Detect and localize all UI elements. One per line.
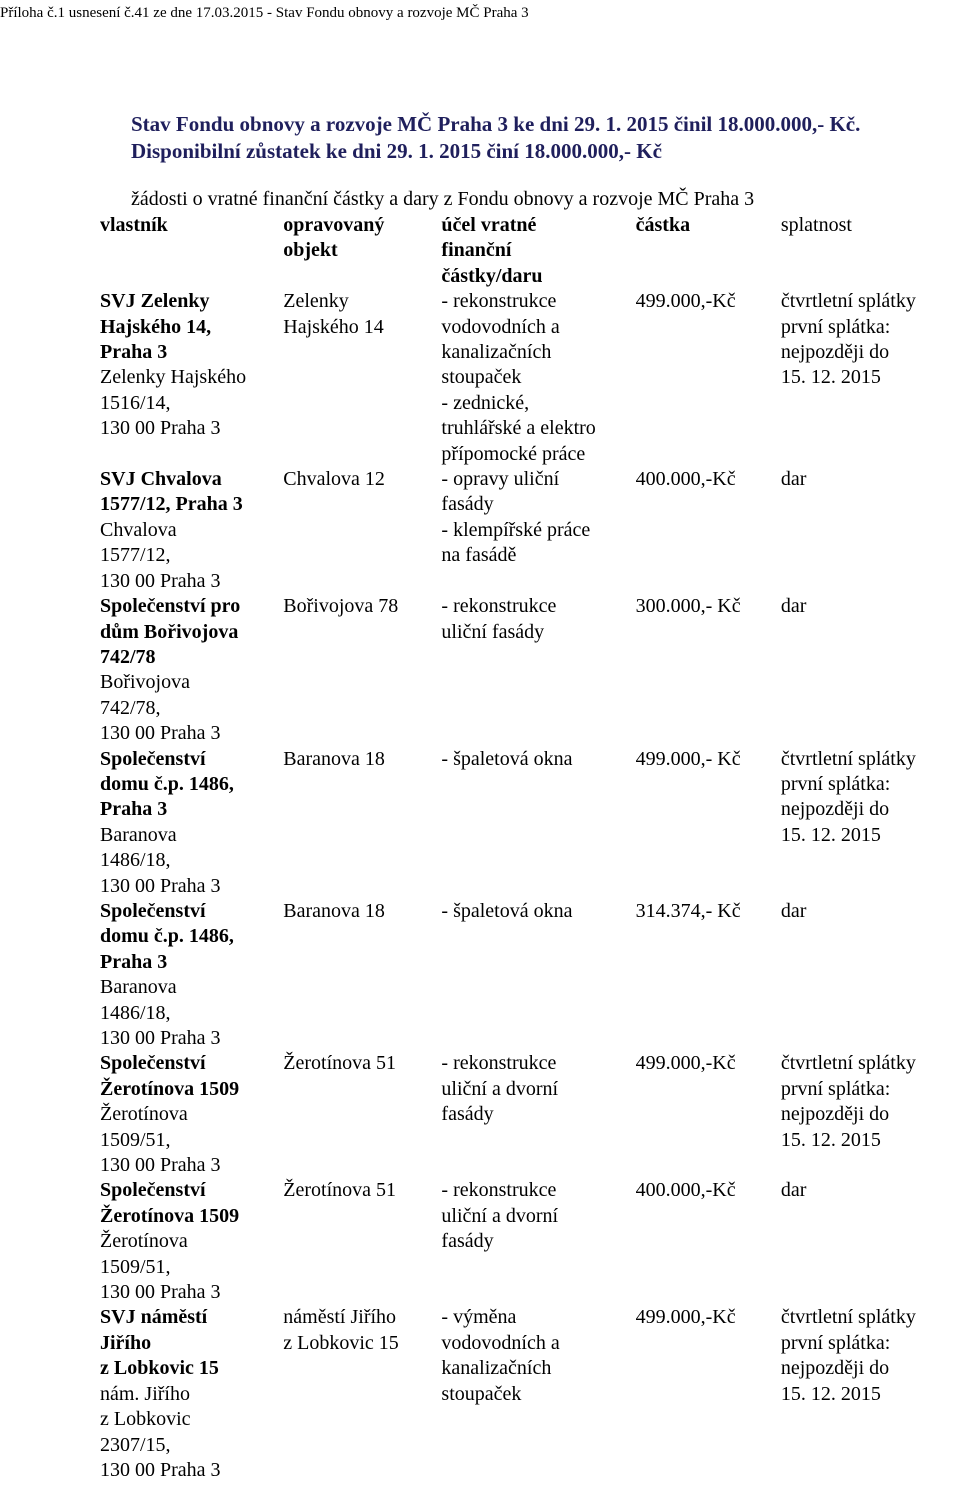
amount-cell: 499.000,-Kč — [635, 1306, 736, 1329]
table-row — [100, 747, 960, 899]
amount-cell: 300.000,- Kč — [635, 595, 741, 618]
object-cell: Baranova 18 — [283, 899, 385, 922]
header-owner: vlastník — [100, 214, 168, 236]
purpose-cell: - rekonstrukce uliční a dvorní fasády — [441, 1052, 559, 1126]
table-row — [100, 899, 960, 1051]
object-cell: Žerotínova 51 — [283, 1179, 397, 1202]
owner-cell: Společenství Žerotínova 1509 Žerotínova 1509/51, 130 00 Praha 3 — [100, 1179, 240, 1304]
table-row — [100, 289, 960, 467]
owner-cell: SVJ Chvalova 1577/12, Praha 3 Chvalova 1577/12, 130 00 Praha 3 — [100, 468, 243, 592]
amount-cell: 400.000,-Kč — [635, 1179, 736, 1202]
header-amount: částka — [635, 214, 691, 236]
amount-cell: 400.000,-Kč — [635, 468, 736, 491]
object-cell: Žerotínova 51 — [283, 1052, 397, 1075]
due-cell: čtvrtletní splátky první splátka: nejpozději do 15. 12. 2015 — [780, 290, 916, 389]
owner-cell: Společenství domu č.p. 1486, Praha 3 Baranova 1486/18, 130 00 Praha 3 — [100, 747, 234, 897]
table-row — [100, 594, 960, 746]
amount-cell: 499.000,- Kč — [635, 747, 741, 770]
amount-cell: 499.000,-Kč — [635, 290, 736, 313]
header-purpose: účel vratné finanční částky/daru — [441, 214, 543, 287]
table-row — [100, 1051, 960, 1178]
amount-cell: 499.000,-Kč — [635, 1052, 736, 1075]
table-header-row — [100, 213, 960, 289]
owner-cell: Společenství Žerotínova 1509 Žerotínova 1509/51, 130 00 Praha 3 — [100, 1052, 240, 1177]
due-cell: dar — [780, 468, 807, 491]
requests-table — [100, 213, 960, 1483]
object-cell: náměstí Jiřího z Lobkovic 15 — [283, 1306, 399, 1354]
object-cell: Baranova 18 — [283, 747, 385, 770]
due-cell: dar — [780, 899, 807, 922]
fund-status-line-1: Stav Fondu obnovy a rozvoje MČ Praha 3 ke dni 29. 1. 2015 činil 18.000.000,- Kč. — [131, 112, 861, 136]
purpose-cell: - rekonstrukce uliční fasády — [441, 595, 557, 643]
due-cell: čtvrtletní splátky první splátka: nejpozději do 15. 12. 2015 — [780, 747, 916, 846]
purpose-cell: - rekonstrukce vodovodních a kanalizačních stoupaček - zednické, truhlářské a elektro přípomocké práce — [441, 290, 596, 465]
due-cell: dar — [780, 1179, 807, 1202]
purpose-cell: - špaletová okna — [441, 899, 573, 922]
owner-cell: Společenství domu č.p. 1486, Praha 3 Baranova 1486/18, 130 00 Praha 3 — [100, 899, 234, 1049]
object-cell: Zelenky Hajského 14 — [283, 290, 384, 338]
purpose-cell: - výměna vodovodních a kanalizačních stoupaček — [441, 1306, 560, 1405]
purpose-cell: - špaletová okna — [441, 747, 573, 770]
purpose-cell: - opravy uliční fasády - klempířské práce na fasádě — [441, 468, 591, 567]
amount-cell: 314.374,- Kč — [635, 899, 741, 922]
document-header-line: Příloha č.1 usnesení č.41 ze dne 17.03.2015 - Stav Fondu obnovy a rozvoje MČ Praha 3 — [0, 5, 529, 21]
object-cell: Chvalova 12 — [283, 468, 385, 491]
due-cell: čtvrtletní splátky první splátka: nejpozději do 15. 12. 2015 — [780, 1052, 916, 1151]
table-row — [100, 467, 960, 594]
owner-cell: SVJ náměstí Jiřího z Lobkovic 15 nám. Jiřího z Lobkovic 2307/15, 130 00 Praha 3 — [100, 1306, 221, 1481]
owner-cell: SVJ Zelenky Hajského 14, Praha 3 Zelenky Hajského 1516/14, 130 00 Praha 3 — [100, 290, 247, 440]
table-row — [100, 1178, 960, 1305]
object-cell: Bořivojova 78 — [283, 595, 399, 618]
owner-cell: Společenství pro dům Bořivojova 742/78 Bořivojova 742/78, 130 00 Praha 3 — [100, 595, 241, 745]
header-object: opravovaný objekt — [283, 214, 385, 262]
due-cell: čtvrtletní splátky první splátka: nejpozději do 15. 12. 2015 — [780, 1306, 916, 1405]
purpose-cell: - rekonstrukce uliční a dvorní fasády — [441, 1179, 559, 1253]
table-body — [100, 289, 960, 1483]
fund-status — [131, 111, 860, 165]
header-due: splatnost — [780, 214, 852, 236]
fund-status-line-2: Disponibilní zůstatek ke dni 29. 1. 2015 činí 18.000.000,- Kč — [131, 139, 662, 163]
due-cell: dar — [780, 595, 807, 618]
table-row — [100, 1305, 960, 1483]
table-title: žádosti o vratné finanční částky a dary z Fondu obnovy a rozvoje MČ Praha 3 — [131, 188, 755, 210]
